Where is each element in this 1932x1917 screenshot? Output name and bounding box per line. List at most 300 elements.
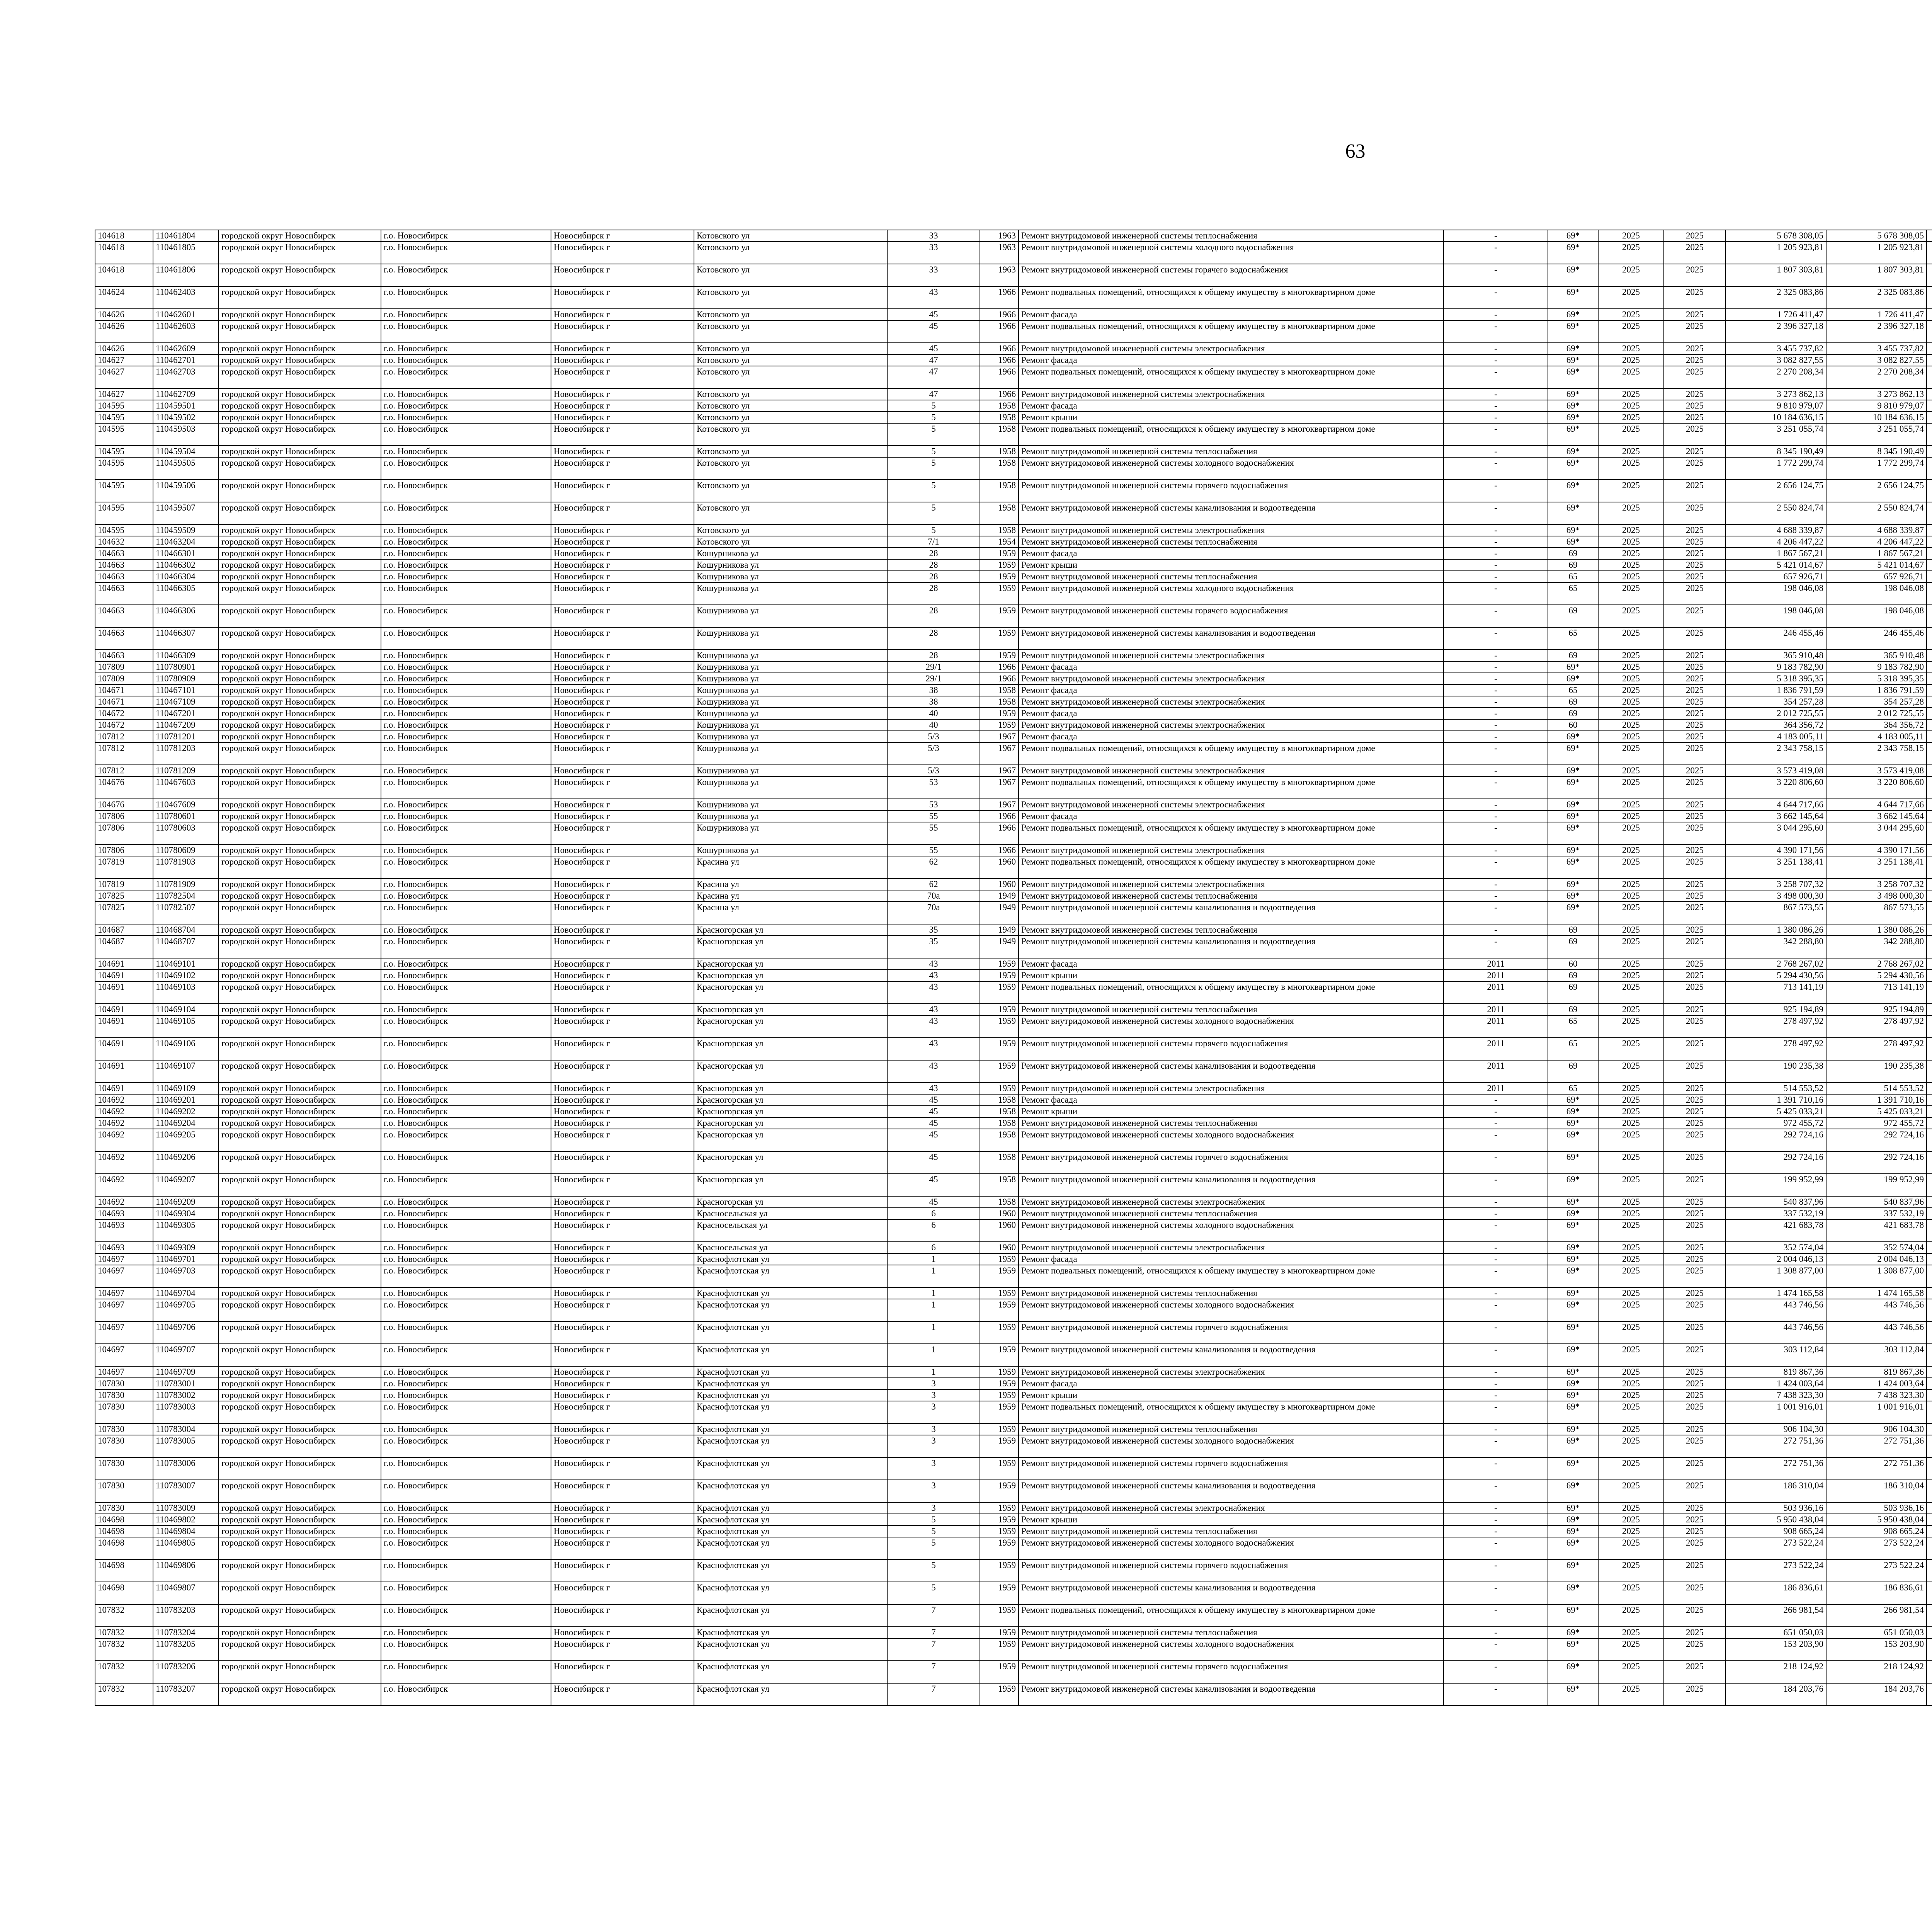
settlement-cell: г.о. Новосибирск	[381, 970, 551, 981]
work-id-cell: 110462601	[153, 309, 219, 320]
settlement-cell: г.о. Новосибирск	[381, 320, 551, 343]
wear-cell: 69*	[1548, 731, 1598, 742]
table-row	[95, 1627, 1932, 1638]
settlement-cell: г.о. Новосибирск	[381, 1038, 551, 1060]
street-cell: Красногорская ул	[694, 970, 887, 981]
city-cell: Новосибирск г	[551, 571, 694, 582]
total-cost-cell: 1 308 877,00	[1726, 1265, 1826, 1287]
fund-cost-cell: 713 141,19	[1826, 981, 1927, 1004]
street-cell: Кошурникова ул	[694, 731, 887, 742]
plan-end-year-cell: 2025	[1664, 286, 1726, 309]
wear-cell: 69	[1548, 981, 1598, 1004]
wear-cell: 69*	[1548, 890, 1598, 902]
wear-cell: 65	[1548, 571, 1598, 582]
house-id-cell: 104671	[95, 696, 153, 708]
house-number-cell: 33	[887, 230, 980, 242]
wear-cell: 69*	[1548, 810, 1598, 822]
fund-cost-cell: 3 273 862,13	[1826, 388, 1927, 400]
work-type-cell: Ремонт внутридомовой инженерной системы теплоснабжения	[1019, 1208, 1444, 1219]
last-repair-year-cell: -	[1444, 936, 1548, 958]
last-repair-year-cell: -	[1444, 1582, 1548, 1604]
municipal-district-cell: городской округ Новосибирск	[219, 878, 381, 890]
street-cell: Краснофлотская ул	[694, 1661, 887, 1683]
wear-cell: 69*	[1548, 286, 1598, 309]
work-id-cell: 110467209	[153, 719, 219, 731]
plan-end-year-cell: 2025	[1664, 958, 1726, 970]
city-cell: Новосибирск г	[551, 1060, 694, 1083]
last-repair-year-cell: -	[1444, 1525, 1548, 1537]
work-id-cell: 110469804	[153, 1525, 219, 1537]
build-year-cell: 1967	[980, 742, 1019, 765]
work-type-cell: Ремонт фасада	[1019, 708, 1444, 719]
house-id-cell: 104595	[95, 480, 153, 502]
city-cell: Новосибирск г	[551, 423, 694, 446]
work-type-cell: Ремонт внутридомовой инженерной системы холодного водоснабжения	[1019, 242, 1444, 264]
house-number-cell: 47	[887, 354, 980, 366]
plan-end-year-cell: 2025	[1664, 343, 1726, 354]
build-year-cell: 1959	[980, 1389, 1019, 1401]
wear-cell: 69*	[1548, 1219, 1598, 1242]
house-id-cell: 104663	[95, 582, 153, 605]
table-row	[95, 1242, 1932, 1253]
work-type-cell: Ремонт внутридомовой инженерной системы теплоснабжения	[1019, 1004, 1444, 1015]
federal-cost-cell	[1927, 1242, 1932, 1253]
municipal-district-cell: городской округ Новосибирск	[219, 1174, 381, 1196]
federal-cost-cell	[1927, 719, 1932, 731]
table-row	[95, 1106, 1932, 1117]
plan-end-year-cell: 2025	[1664, 902, 1726, 924]
work-id-cell: 110781909	[153, 878, 219, 890]
house-number-cell: 7	[887, 1638, 980, 1661]
plan-end-year-cell: 2025	[1664, 1219, 1726, 1242]
plan-start-year-cell: 2025	[1598, 1525, 1664, 1537]
federal-cost-cell	[1927, 1423, 1932, 1435]
total-cost-cell: 1 807 303,81	[1726, 264, 1826, 286]
settlement-cell: г.о. Новосибирск	[381, 1151, 551, 1174]
house-id-cell: 104663	[95, 627, 153, 650]
wear-cell: 69*	[1548, 446, 1598, 457]
total-cost-cell: 337 532,19	[1726, 1208, 1826, 1219]
plan-end-year-cell: 2025	[1664, 650, 1726, 661]
fund-cost-cell: 2 004 046,13	[1826, 1253, 1927, 1265]
work-id-cell: 110469107	[153, 1060, 219, 1083]
last-repair-year-cell: -	[1444, 480, 1548, 502]
work-type-cell: Ремонт фасада	[1019, 354, 1444, 366]
wear-cell: 69*	[1548, 480, 1598, 502]
plan-start-year-cell: 2025	[1598, 582, 1664, 605]
street-cell: Красногорская ул	[694, 1151, 887, 1174]
municipal-district-cell: городской округ Новосибирск	[219, 1514, 381, 1525]
plan-end-year-cell: 2025	[1664, 400, 1726, 412]
house-number-cell: 6	[887, 1219, 980, 1242]
city-cell: Новосибирск г	[551, 1502, 694, 1514]
total-cost-cell: 3 220 806,60	[1726, 776, 1826, 799]
work-id-cell: 110469207	[153, 1174, 219, 1196]
street-cell: Котовского ул	[694, 400, 887, 412]
plan-start-year-cell: 2025	[1598, 1196, 1664, 1208]
table-row	[95, 719, 1932, 731]
house-number-cell: 7	[887, 1683, 980, 1706]
table-row	[95, 1196, 1932, 1208]
plan-start-year-cell: 2025	[1598, 1366, 1664, 1378]
wear-cell: 69*	[1548, 1151, 1598, 1174]
street-cell: Красина ул	[694, 890, 887, 902]
city-cell: Новосибирск г	[551, 708, 694, 719]
municipal-district-cell: городской округ Новосибирск	[219, 970, 381, 981]
total-cost-cell: 2 656 124,75	[1726, 480, 1826, 502]
city-cell: Новосибирск г	[551, 844, 694, 856]
plan-end-year-cell: 2025	[1664, 1117, 1726, 1129]
house-id-cell: 104698	[95, 1582, 153, 1604]
settlement-cell: г.о. Новосибирск	[381, 844, 551, 856]
plan-start-year-cell: 2025	[1598, 799, 1664, 810]
federal-cost-cell	[1927, 1083, 1932, 1094]
municipal-district-cell: городской округ Новосибирск	[219, 354, 381, 366]
street-cell: Котовского ул	[694, 354, 887, 366]
repair-program-table-container	[95, 230, 1932, 1706]
fund-cost-cell: 514 553,52	[1826, 1083, 1927, 1094]
house-number-cell: 5	[887, 1537, 980, 1559]
house-id-cell: 107812	[95, 765, 153, 776]
fund-cost-cell: 3 662 145,64	[1826, 810, 1927, 822]
settlement-cell: г.о. Новосибирск	[381, 1435, 551, 1457]
settlement-cell: г.о. Новосибирск	[381, 354, 551, 366]
house-number-cell: 43	[887, 286, 980, 309]
fund-cost-cell: 1 726 411,47	[1826, 309, 1927, 320]
municipal-district-cell: городской округ Новосибирск	[219, 1344, 381, 1366]
work-type-cell: Ремонт крыши	[1019, 559, 1444, 571]
city-cell: Новосибирск г	[551, 343, 694, 354]
house-id-cell: 104595	[95, 457, 153, 480]
total-cost-cell: 2 768 267,02	[1726, 958, 1826, 970]
fund-cost-cell: 3 220 806,60	[1826, 776, 1927, 799]
municipal-district-cell: городской округ Новосибирск	[219, 1661, 381, 1683]
build-year-cell: 1959	[980, 582, 1019, 605]
build-year-cell: 1966	[980, 822, 1019, 844]
settlement-cell: г.о. Новосибирск	[381, 230, 551, 242]
city-cell: Новосибирск г	[551, 878, 694, 890]
fund-cost-cell: 2 656 124,75	[1826, 480, 1927, 502]
last-repair-year-cell: -	[1444, 719, 1548, 731]
federal-cost-cell	[1927, 1344, 1932, 1366]
city-cell: Новосибирск г	[551, 1129, 694, 1151]
total-cost-cell: 1 772 299,74	[1726, 457, 1826, 480]
house-number-cell: 45	[887, 1196, 980, 1208]
house-number-cell: 38	[887, 684, 980, 696]
plan-end-year-cell: 2025	[1664, 1423, 1726, 1435]
house-number-cell: 28	[887, 627, 980, 650]
work-type-cell: Ремонт внутридомовой инженерной системы канализования и водоотведения	[1019, 1174, 1444, 1196]
street-cell: Красногорская ул	[694, 1196, 887, 1208]
total-cost-cell: 10 184 636,15	[1726, 412, 1826, 423]
federal-cost-cell	[1927, 1015, 1932, 1038]
city-cell: Новосибирск г	[551, 1582, 694, 1604]
last-repair-year-cell: -	[1444, 1253, 1548, 1265]
table-row	[95, 242, 1932, 264]
last-repair-year-cell: -	[1444, 673, 1548, 684]
work-id-cell: 110459506	[153, 480, 219, 502]
house-id-cell: 104692	[95, 1129, 153, 1151]
last-repair-year-cell: -	[1444, 1514, 1548, 1525]
work-type-cell: Ремонт внутридомовой инженерной системы электроснабжения	[1019, 765, 1444, 776]
work-type-cell: Ремонт внутридомовой инженерной системы электроснабжения	[1019, 799, 1444, 810]
street-cell: Красносельская ул	[694, 1208, 887, 1219]
federal-cost-cell	[1927, 981, 1932, 1004]
street-cell: Краснофлотская ул	[694, 1683, 887, 1706]
city-cell: Новосибирск г	[551, 1242, 694, 1253]
build-year-cell: 1958	[980, 1117, 1019, 1129]
table-row	[95, 1582, 1932, 1604]
fund-cost-cell: 5 318 395,35	[1826, 673, 1927, 684]
house-number-cell: 45	[887, 309, 980, 320]
street-cell: Котовского ул	[694, 412, 887, 423]
municipal-district-cell: городской округ Новосибирск	[219, 1106, 381, 1117]
wear-cell: 69*	[1548, 1537, 1598, 1559]
wear-cell: 65	[1548, 1083, 1598, 1094]
street-cell: Котовского ул	[694, 524, 887, 536]
table-row	[95, 878, 1932, 890]
plan-end-year-cell: 2025	[1664, 1344, 1726, 1366]
last-repair-year-cell: -	[1444, 1196, 1548, 1208]
work-id-cell: 110461805	[153, 242, 219, 264]
wear-cell: 69*	[1548, 1457, 1598, 1480]
city-cell: Новосибирск г	[551, 1004, 694, 1015]
settlement-cell: г.о. Новосибирск	[381, 822, 551, 844]
plan-end-year-cell: 2025	[1664, 1253, 1726, 1265]
plan-end-year-cell: 2025	[1664, 423, 1726, 446]
total-cost-cell: 153 203,90	[1726, 1638, 1826, 1661]
settlement-cell: г.о. Новосибирск	[381, 502, 551, 524]
plan-end-year-cell: 2025	[1664, 981, 1726, 1004]
wear-cell: 69*	[1548, 856, 1598, 878]
build-year-cell: 1960	[980, 1219, 1019, 1242]
build-year-cell: 1966	[980, 844, 1019, 856]
last-repair-year-cell: -	[1444, 1106, 1548, 1117]
plan-end-year-cell: 2025	[1664, 1525, 1726, 1537]
wear-cell: 69*	[1548, 320, 1598, 343]
plan-start-year-cell: 2025	[1598, 1344, 1664, 1366]
federal-cost-cell	[1927, 1219, 1932, 1242]
city-cell: Новосибирск г	[551, 650, 694, 661]
settlement-cell: г.о. Новосибирск	[381, 1559, 551, 1582]
plan-end-year-cell: 2025	[1664, 446, 1726, 457]
table-row	[95, 1457, 1932, 1480]
table-row	[95, 1129, 1932, 1151]
build-year-cell: 1960	[980, 1208, 1019, 1219]
settlement-cell: г.о. Новосибирск	[381, 457, 551, 480]
plan-start-year-cell: 2025	[1598, 242, 1664, 264]
work-id-cell: 110466309	[153, 650, 219, 661]
house-id-cell: 104672	[95, 708, 153, 719]
work-type-cell: Ремонт внутридомовой инженерной системы горячего водоснабжения	[1019, 1559, 1444, 1582]
last-repair-year-cell: -	[1444, 1661, 1548, 1683]
work-type-cell: Ремонт крыши	[1019, 1389, 1444, 1401]
municipal-district-cell: городской округ Новосибирск	[219, 1423, 381, 1435]
house-number-cell: 45	[887, 1117, 980, 1129]
total-cost-cell: 2 343 758,15	[1726, 742, 1826, 765]
city-cell: Новосибирск г	[551, 696, 694, 708]
house-id-cell: 104618	[95, 242, 153, 264]
house-number-cell: 45	[887, 1174, 980, 1196]
last-repair-year-cell: 2011	[1444, 981, 1548, 1004]
city-cell: Новосибирск г	[551, 230, 694, 242]
plan-end-year-cell: 2025	[1664, 1129, 1726, 1151]
plan-end-year-cell: 2025	[1664, 230, 1726, 242]
house-number-cell: 5	[887, 1559, 980, 1582]
build-year-cell: 1963	[980, 242, 1019, 264]
street-cell: Котовского ул	[694, 343, 887, 354]
plan-start-year-cell: 2025	[1598, 388, 1664, 400]
build-year-cell: 1959	[980, 1638, 1019, 1661]
city-cell: Новосибирск г	[551, 412, 694, 423]
house-id-cell: 107819	[95, 856, 153, 878]
house-number-cell: 45	[887, 1151, 980, 1174]
city-cell: Новосибирск г	[551, 684, 694, 696]
fund-cost-cell: 5 294 430,56	[1826, 970, 1927, 981]
house-number-cell: 5	[887, 457, 980, 480]
work-type-cell: Ремонт подвальных помещений, относящихся к общему имуществу в многоквартирном доме	[1019, 981, 1444, 1004]
settlement-cell: г.о. Новосибирск	[381, 400, 551, 412]
last-repair-year-cell: -	[1444, 1366, 1548, 1378]
work-type-cell: Ремонт внутридомовой инженерной системы горячего водоснабжения	[1019, 1038, 1444, 1060]
total-cost-cell: 443 746,56	[1726, 1299, 1826, 1321]
house-id-cell: 107830	[95, 1480, 153, 1502]
table-row	[95, 571, 1932, 582]
fund-cost-cell: 1 836 791,59	[1826, 684, 1927, 696]
build-year-cell: 1959	[980, 627, 1019, 650]
house-number-cell: 1	[887, 1321, 980, 1344]
federal-cost-cell	[1927, 1366, 1932, 1378]
municipal-district-cell: городской округ Новосибирск	[219, 480, 381, 502]
house-id-cell: 104676	[95, 799, 153, 810]
municipal-district-cell: городской округ Новосибирск	[219, 502, 381, 524]
street-cell: Краснофлотская ул	[694, 1582, 887, 1604]
work-type-cell: Ремонт внутридомовой инженерной системы горячего водоснабжения	[1019, 1661, 1444, 1683]
build-year-cell: 1966	[980, 320, 1019, 343]
municipal-district-cell: городской округ Новосибирск	[219, 343, 381, 354]
total-cost-cell: 3 251 055,74	[1726, 423, 1826, 446]
table-row	[95, 844, 1932, 856]
federal-cost-cell	[1927, 902, 1932, 924]
fund-cost-cell: 1 205 923,81	[1826, 242, 1927, 264]
plan-end-year-cell: 2025	[1664, 559, 1726, 571]
last-repair-year-cell: -	[1444, 1480, 1548, 1502]
fund-cost-cell: 292 724,16	[1826, 1129, 1927, 1151]
federal-cost-cell	[1927, 502, 1932, 524]
total-cost-cell: 713 141,19	[1726, 981, 1826, 1004]
plan-end-year-cell: 2025	[1664, 742, 1726, 765]
municipal-district-cell: городской округ Новосибирск	[219, 1299, 381, 1321]
settlement-cell: г.о. Новосибирск	[381, 1502, 551, 1514]
house-id-cell: 104595	[95, 400, 153, 412]
house-number-cell: 29/1	[887, 673, 980, 684]
municipal-district-cell: городской округ Новосибирск	[219, 1366, 381, 1378]
municipal-district-cell: городской округ Новосибирск	[219, 1638, 381, 1661]
fund-cost-cell: 3 455 737,82	[1826, 343, 1927, 354]
house-number-cell: 1	[887, 1287, 980, 1299]
work-id-cell: 110459505	[153, 457, 219, 480]
build-year-cell: 1959	[980, 1321, 1019, 1344]
build-year-cell: 1959	[980, 970, 1019, 981]
total-cost-cell: 503 936,16	[1726, 1502, 1826, 1514]
street-cell: Кошурникова ул	[694, 650, 887, 661]
work-id-cell: 110467101	[153, 684, 219, 696]
house-id-cell: 104697	[95, 1287, 153, 1299]
settlement-cell: г.о. Новосибирск	[381, 1661, 551, 1683]
city-cell: Новосибирск г	[551, 582, 694, 605]
fund-cost-cell: 657 926,71	[1826, 571, 1927, 582]
fund-cost-cell: 153 203,90	[1826, 1638, 1927, 1661]
work-id-cell: 110462709	[153, 388, 219, 400]
plan-start-year-cell: 2025	[1598, 742, 1664, 765]
total-cost-cell: 867 573,55	[1726, 902, 1826, 924]
table-row	[95, 673, 1932, 684]
wear-cell: 69*	[1548, 242, 1598, 264]
municipal-district-cell: городской округ Новосибирск	[219, 1683, 381, 1706]
work-type-cell: Ремонт внутридомовой инженерной системы холодного водоснабжения	[1019, 1638, 1444, 1661]
fund-cost-cell: 218 124,92	[1826, 1661, 1927, 1683]
street-cell: Кошурникова ул	[694, 696, 887, 708]
work-id-cell: 110781201	[153, 731, 219, 742]
work-id-cell: 110469105	[153, 1015, 219, 1038]
table-row	[95, 264, 1932, 286]
fund-cost-cell: 5 425 033,21	[1826, 1106, 1927, 1117]
work-id-cell: 110469802	[153, 1514, 219, 1525]
house-id-cell: 104698	[95, 1514, 153, 1525]
federal-cost-cell	[1927, 1401, 1932, 1423]
fund-cost-cell: 9 183 782,90	[1826, 661, 1927, 673]
municipal-district-cell: городской округ Новосибирск	[219, 286, 381, 309]
house-number-cell: 38	[887, 696, 980, 708]
fund-cost-cell: 1 380 086,26	[1826, 924, 1927, 936]
plan-start-year-cell: 2025	[1598, 1321, 1664, 1344]
house-id-cell: 104663	[95, 650, 153, 661]
house-id-cell: 104676	[95, 776, 153, 799]
work-type-cell: Ремонт внутридомовой инженерной системы электроснабжения	[1019, 1083, 1444, 1094]
wear-cell: 65	[1548, 684, 1598, 696]
house-number-cell: 3	[887, 1480, 980, 1502]
wear-cell: 69*	[1548, 1287, 1598, 1299]
work-id-cell: 110469102	[153, 970, 219, 981]
federal-cost-cell	[1927, 480, 1932, 502]
plan-end-year-cell: 2025	[1664, 366, 1726, 388]
plan-start-year-cell: 2025	[1598, 605, 1664, 627]
municipal-district-cell: городской округ Новосибирск	[219, 548, 381, 559]
work-id-cell: 110783007	[153, 1480, 219, 1502]
plan-end-year-cell: 2025	[1664, 708, 1726, 719]
house-id-cell: 104691	[95, 958, 153, 970]
wear-cell: 65	[1548, 582, 1598, 605]
federal-cost-cell	[1927, 366, 1932, 388]
federal-cost-cell	[1927, 1389, 1932, 1401]
total-cost-cell: 9 810 979,07	[1726, 400, 1826, 412]
table-row	[95, 810, 1932, 822]
federal-cost-cell	[1927, 1151, 1932, 1174]
federal-cost-cell	[1927, 264, 1932, 286]
street-cell: Краснофлотская ул	[694, 1344, 887, 1366]
settlement-cell: г.о. Новосибирск	[381, 412, 551, 423]
settlement-cell: г.о. Новосибирск	[381, 1242, 551, 1253]
last-repair-year-cell: -	[1444, 1094, 1548, 1106]
street-cell: Котовского ул	[694, 457, 887, 480]
build-year-cell: 1959	[980, 1060, 1019, 1083]
work-type-cell: Ремонт крыши	[1019, 1106, 1444, 1117]
fund-cost-cell: 5 421 014,67	[1826, 559, 1927, 571]
fund-cost-cell: 303 112,84	[1826, 1344, 1927, 1366]
plan-start-year-cell: 2025	[1598, 731, 1664, 742]
table-row	[95, 799, 1932, 810]
plan-start-year-cell: 2025	[1598, 719, 1664, 731]
